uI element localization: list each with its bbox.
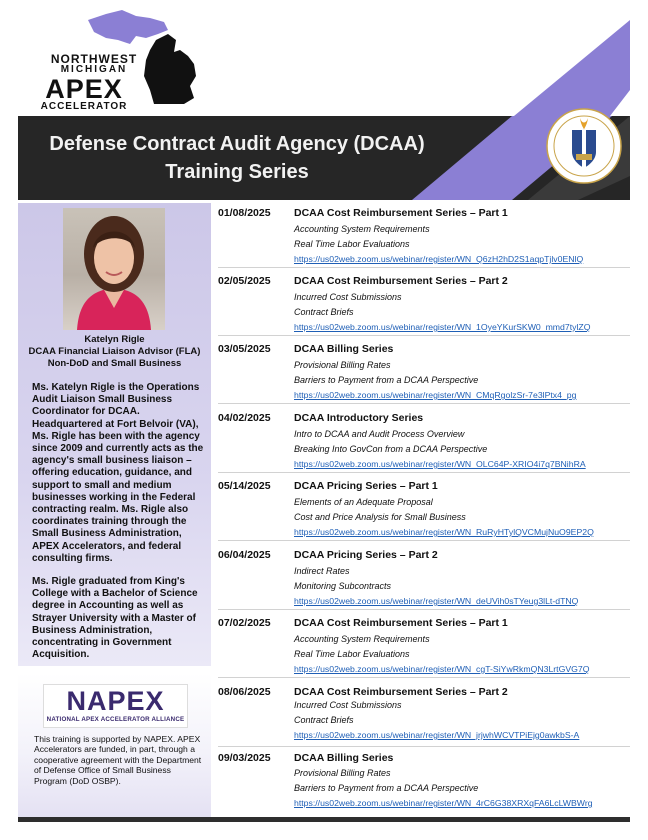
session-divider (218, 540, 630, 541)
session-divider (218, 472, 630, 473)
session-topic-2: Barriers to Payment from a DCAA Perspective (294, 783, 479, 793)
session-name: DCAA Billing Series (294, 343, 394, 355)
session-topic-1: Elements of an Adequate Proposal (294, 497, 433, 507)
session-topic-1: Indirect Rates (294, 566, 350, 576)
session-date: 09/03/2025 (218, 752, 271, 764)
speaker-subtitle: Non-DoD and Small Business (47, 358, 182, 369)
page-title (18, 130, 456, 186)
session-date: 06/04/2025 (218, 549, 271, 561)
session-name: DCAA Cost Reimbursement Series – Part 2 (294, 686, 508, 698)
session-date: 07/02/2025 (218, 617, 271, 629)
session-divider (218, 746, 630, 747)
logo-line-northwest: NORTHWEST (50, 52, 138, 66)
session-item (218, 339, 630, 403)
session-register-link[interactable]: https://us02web.zoom.us/webinar/register/WN_cgT-SiYwRkmQN3LrtGVG7Q (294, 664, 590, 674)
session-date: 01/08/2025 (218, 207, 271, 219)
session-topic-2: Breaking Into GovCon from a DCAA Perspective (294, 444, 488, 454)
session-topic-1: Accounting System Requirements (294, 634, 430, 644)
session-name: DCAA Billing Series (294, 752, 394, 764)
logo-line-michigan: MICHIGAN (60, 64, 128, 75)
session-topic-1: Incurred Cost Submissions (294, 700, 402, 710)
session-name: DCAA Introductory Series (294, 412, 424, 424)
session-topic-1: Intro to DCAA and Audit Process Overview (294, 429, 465, 439)
session-topic-1: Incurred Cost Submissions (294, 292, 402, 302)
session-register-link[interactable]: https://us02web.zoom.us/webinar/register/WN_1OyeYKurSKW0_mmd7tylZQ (294, 322, 591, 332)
session-name: DCAA Pricing Series – Part 1 (294, 480, 438, 492)
session-divider (218, 403, 630, 404)
session-topic-2: Monitoring Subcontracts (294, 581, 392, 591)
session-divider (218, 677, 630, 678)
speaker-photo (63, 208, 165, 330)
session-topic-1: Provisional Billing Rates (294, 768, 391, 778)
session-item (218, 682, 630, 746)
session-topic-2: Real Time Labor Evaluations (294, 649, 410, 659)
session-item (218, 748, 630, 812)
session-item (218, 271, 630, 335)
session-name: DCAA Cost Reimbursement Series – Part 1 (294, 617, 508, 629)
session-divider (218, 609, 630, 610)
session-date: 05/14/2025 (218, 480, 271, 492)
napex-logo-word: NAPEX (66, 686, 165, 716)
logo-line-accelerator: ACCELERATOR (40, 101, 128, 112)
session-topic-2: Contract Briefs (294, 307, 354, 317)
napex-support-box (18, 673, 211, 818)
napex-logo-subtext: NATIONAL APEX ACCELERATOR ALLIANCE (46, 716, 185, 723)
speaker-title: DCAA Financial Liaison Advisor (FLA) (28, 346, 201, 357)
session-date: 02/05/2025 (218, 275, 271, 287)
speaker-sidebar (18, 203, 211, 666)
session-name: DCAA Pricing Series – Part 2 (294, 549, 438, 561)
session-divider (218, 267, 630, 268)
session-register-link[interactable]: https://us02web.zoom.us/webinar/register/WN_CMqRgolzSr-7e3lPtx4_pg (294, 390, 577, 400)
speaker-name: Katelyn Rigle (84, 334, 145, 345)
session-divider (218, 335, 630, 336)
page-title-line2: Training Series (165, 161, 309, 183)
title-banner (18, 116, 630, 200)
session-item (218, 545, 630, 609)
napex-support-text: This training is supported by NAPEX. APEX Accelerators are funded, in part, through a cooperative agreement with the Department of Defense Office of Small Business Program (DoD OSBP). (34, 734, 202, 786)
page-title-line1: Defense Contract Audit Agency (DCAA) (49, 133, 425, 155)
session-register-link[interactable]: https://us02web.zoom.us/webinar/register/WN_RuRyHTylQVCMujNuO9EP2Q (294, 527, 594, 537)
bottom-bar (18, 817, 630, 822)
session-register-link[interactable]: https://us02web.zoom.us/webinar/register/WN_deUVih0sTYeug3lLt-dTNQ (294, 596, 579, 606)
session-topic-2: Barriers to Payment from a DCAA Perspective (294, 375, 479, 385)
dcaa-seal-icon (546, 108, 622, 184)
session-topic-2: Cost and Price Analysis for Small Business (294, 512, 466, 522)
session-name: DCAA Cost Reimbursement Series – Part 2 (294, 275, 508, 287)
speaker-portrait-image (63, 208, 165, 330)
session-item (218, 476, 630, 540)
session-item (218, 408, 630, 472)
session-register-link[interactable]: https://us02web.zoom.us/webinar/register/WN_4rC6G38XRXqFA6LcLWBWrg (294, 798, 593, 808)
session-register-link[interactable]: https://us02web.zoom.us/webinar/register/WN_Q6zH2hD2S1aqpTjlv0ENlQ (294, 254, 584, 264)
logo-line-apex: APEX (45, 74, 123, 104)
apex-accelerator-logo (18, 6, 208, 110)
session-register-link[interactable]: https://us02web.zoom.us/webinar/register/WN_OLC64P-XRIO4i7q7BNihRA (294, 459, 586, 469)
session-date: 03/05/2025 (218, 343, 271, 355)
session-item (218, 613, 630, 677)
session-topic-2: Real Time Labor Evaluations (294, 239, 410, 249)
napex-logo (43, 684, 188, 728)
session-name: DCAA Cost Reimbursement Series – Part 1 (294, 207, 508, 219)
speaker-bio-paragraph-2: Ms. Rigle graduated from King's College with a Bachelor of Science degree in Accounting as well as Strayer University with a Master of Business Administration, concentrating in Government Acquisition. (32, 576, 198, 661)
session-topic-1: Provisional Billing Rates (294, 360, 391, 370)
session-date: 04/02/2025 (218, 412, 271, 424)
session-item (218, 203, 630, 267)
session-register-link[interactable]: https://us02web.zoom.us/webinar/register/WN_jrjwhWCVTPiEjg0awkbS-A (294, 730, 580, 740)
speaker-bio-paragraph-1: Ms. Katelyn Rigle is the Operations Audit Liaison Small Business Coordinator for DCAA. Headquartered at Fort Belvoir (VA), Ms. Rigle has been with the agency since 2009 and currently acts as the agency's small business liaison – offering education, guidance, and support to small and medium businesses working in the Federal contracting realm. Ms. Rigle also coordinates training through the Small Business Administration, APEX Accelerators, and federal consulting firms. (32, 382, 204, 564)
session-topic-2: Contract Briefs (294, 715, 354, 725)
session-topic-1: Accounting System Requirements (294, 224, 430, 234)
session-date: 08/06/2025 (218, 686, 271, 698)
